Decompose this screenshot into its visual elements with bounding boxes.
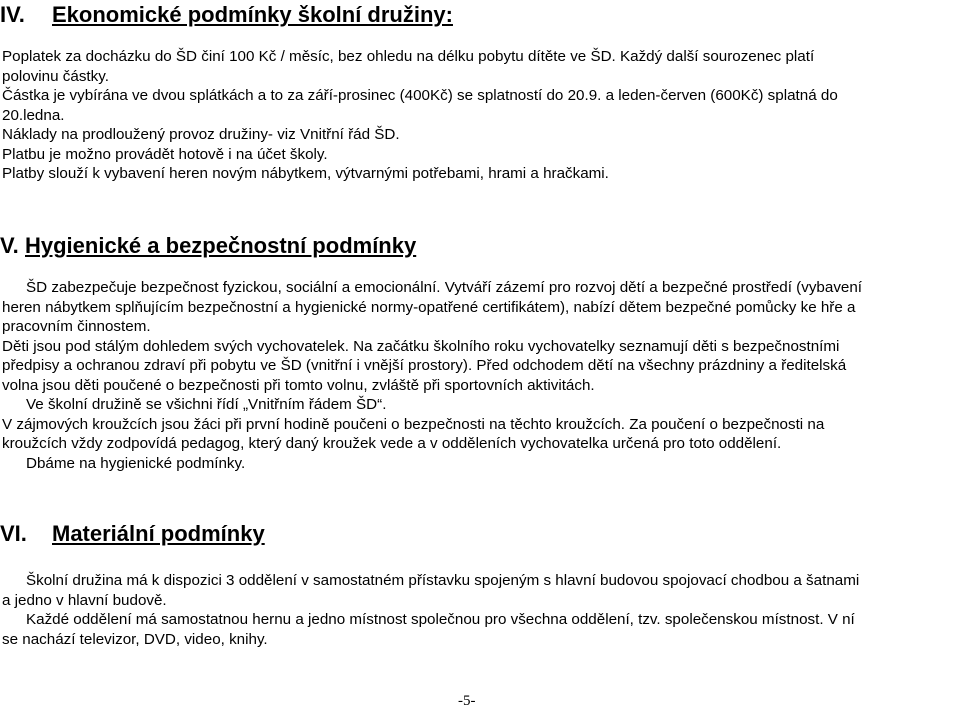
section-number: V.	[0, 233, 19, 258]
body-line: V zájmových kroužcích jsou žáci při první hodině poučeni o bezpečnosti na těchto kroužcích. Za poučení o bezpečnosti na	[2, 415, 825, 433]
body-line: se nachází televizor, DVD, video, knihy.	[2, 630, 268, 648]
section-body-v	[2, 278, 862, 473]
body-line: 20.ledna.	[2, 106, 65, 124]
body-line: a jedno v hlavní budově.	[2, 591, 167, 609]
body-line: předpisy a ochranou zdraví při pobytu ve ŠD (vnitřní i vnější prostory). Před odchodem dětí na všechny prázdniny a ředitelská	[2, 357, 847, 374]
section-heading-iv	[0, 2, 453, 28]
section-title: Materiální podmínky	[52, 521, 265, 546]
section-number: VI.	[0, 521, 27, 546]
section-number: IV.	[0, 2, 25, 27]
body-line: Ve školní družině se všichni řídí „Vnitřním řádem ŠD“.	[26, 396, 387, 413]
body-line: Platby slouží k vybavení heren novým nábytkem, výtvarnými potřebami, hrami a hračkami.	[2, 165, 609, 182]
section-body-vi	[2, 571, 859, 649]
body-line: volna jsou děti poučené o bezpečnosti při tomto volnu, zvláště při sportovních aktivitách.	[2, 376, 595, 394]
body-line: Poplatek za docházku do ŠD činí 100 Kč / měsíc, bez ohledu na délku pobytu dítěte ve ŠD. Každý další sourozenec platí	[2, 48, 815, 65]
body-line: Školní družina má k dispozici 3 oddělení v samostatném přístavku spojeným s hlavní budovou spojovací chodbou a šatnami	[26, 572, 860, 589]
body-line: Dbáme na hygienické podmínky.	[26, 454, 246, 472]
body-line: kroužcích vždy zodpovídá pedagog, který daný kroužek vede a v odděleních vychovatelka určená pro toto oddělení.	[2, 435, 782, 452]
section-heading-v	[0, 233, 416, 259]
section-body-iv	[2, 47, 838, 184]
page-number: -5-	[458, 693, 476, 709]
body-line: Platbu je možno provádět hotově i na účet školy.	[2, 145, 328, 163]
section-title: Hygienické a bezpečnostní podmínky	[25, 233, 417, 258]
body-line: ŠD zabezpečuje bezpečnost fyzickou, sociální a emocionální. Vytváří zázemí pro rozvoj dětí a bezpečné prostředí (vybavení	[26, 279, 863, 296]
body-line: Náklady na prodloužený provoz družiny- viz Vnitřní řád ŠD.	[2, 126, 400, 143]
section-heading-vi	[0, 521, 265, 547]
body-line: polovinu částky.	[2, 67, 109, 85]
body-line: pracovním činnostem.	[2, 318, 151, 335]
body-line: Částka je vybírána ve dvou splátkách a to za září-prosinec (400Kč) se splatností do 20.9. a leden-červen (600Kč) splatná do	[2, 87, 838, 104]
body-line: heren nábytkem splňujícím bezpečnostní a hygienické normy-opatřené certifikátem), nabízí dětem bezpečné pomůcky ke hře a	[2, 298, 856, 316]
section-title: Ekonomické podmínky školní družiny:	[52, 2, 453, 27]
body-line: Děti jsou pod stálým dohledem svých vychovatelek. Na začátku školního roku vychovatelky seznamují děti s bezpečnostními	[2, 337, 840, 355]
body-line: Každé oddělení má samostatnou hernu a jedno místnost společnou pro všechna oddělení, tzv. společenskou místnost. V ní	[26, 611, 855, 628]
